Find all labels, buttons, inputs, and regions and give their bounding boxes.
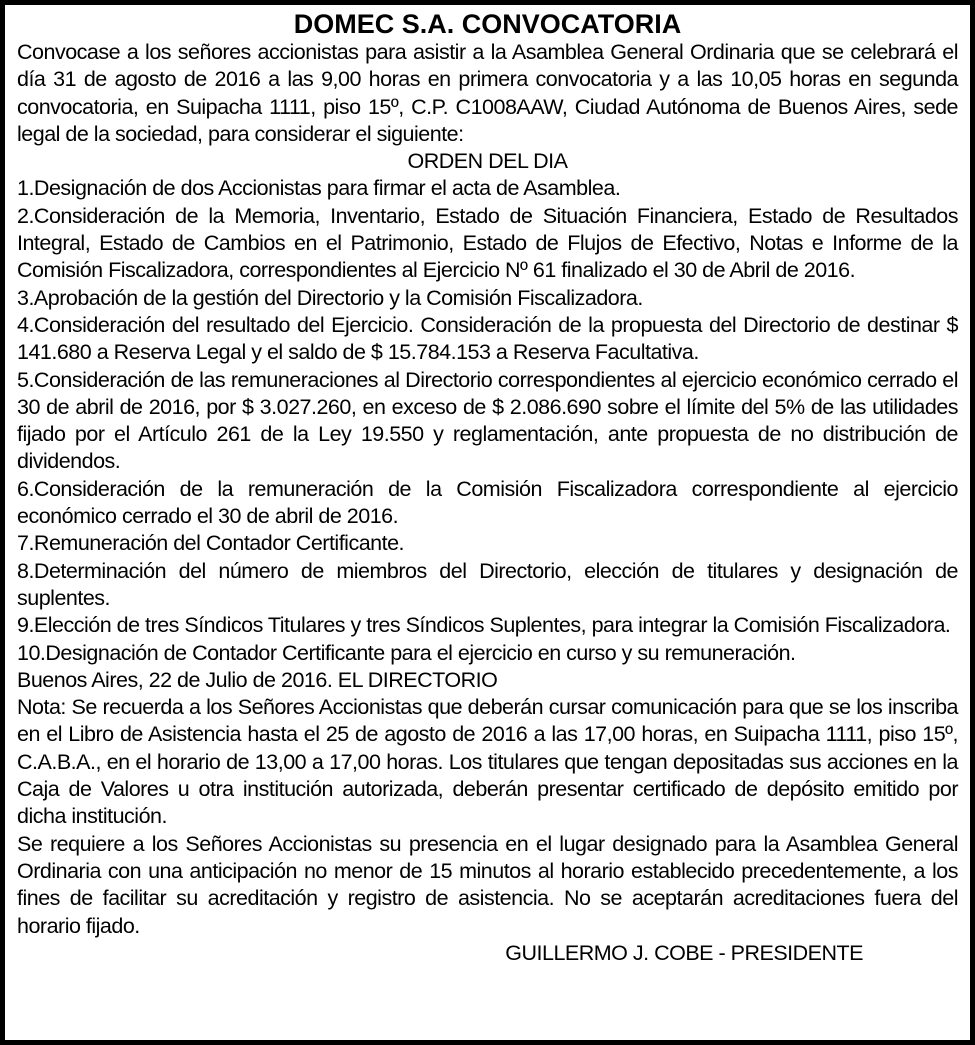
agenda-item: 10.Designación de Contador Certificante para el ejercicio en curso y su remuneración. bbox=[17, 640, 796, 665]
requirement-paragraph: Se requiere a los Señores Accionistas su presencia en el lugar designado para la Asamblea General Ordinaria con una anticipación no menor de 15 minutos al horario establecido precedentemente, a los fines de facilitar su acreditación y registro de asistencia. No se aceptarán acreditaciones fuera del horario fijado. bbox=[17, 831, 958, 938]
agenda-list bbox=[17, 175, 958, 666]
agenda-item: 2.Consideración de la Memoria, Inventario, Estado de Situación Financiera, Estado de Resultados Integral, Estado de Cambios en el Patrimonio, Estado de Flujos de Efectivo, Notas e Informe de la Comisión Fiscalizadora, correspondientes al Ejercicio Nº 61 finalizado el 30 de Abril de 2016. bbox=[17, 203, 958, 283]
agenda-item: 5.Consideración de las remuneraciones al Directorio correspondientes al ejercicio económico cerrado el 30 de abril de 2016, por $ 3.027.260, en exceso de $ 2.086.690 sobre el límite del 5% de las utilidades fijado por el Artículo 261 de la Ley 19.550 y reglamentación, ante propuesta de no distribución de dividendos. bbox=[17, 367, 958, 474]
agenda-item: 9.Elección de tres Síndicos Titulares y tres Síndicos Suplentes, para integrar la Comisión Fiscalizadora. bbox=[17, 613, 951, 638]
agenda-item: 3.Aprobación de la gestión del Directorio y la Comisión Fiscalizadora. bbox=[17, 285, 643, 310]
agenda-item: 1.Designación de dos Accionistas para firmar el acta de Asamblea. bbox=[17, 176, 621, 201]
agenda-item: 7.Remuneración del Contador Certificante. bbox=[17, 531, 405, 556]
note-paragraph: Nota: Se recuerda a los Señores Accionistas que deberán cursar comunicación para que se los inscriba en el Libro de Asistencia hasta el 25 de agosto de 2016 a las 17,00 horas, en Suipacha 1111, piso 15º, C.A.B.A., en el horario de 13,00 a 17,00 horas. Los titulares que tengan depositadas sus acciones en la Caja de Valores u otra institución autorizada, deberán presentar certificado de depósito emitido por dicha institución. bbox=[17, 695, 958, 829]
agenda-item: 6.Consideración de la remuneración de la Comisión Fiscalizadora correspondiente al ejercicio económico cerrado el 30 de abril de 2016. bbox=[17, 476, 958, 529]
date-line: Buenos Aires, 22 de Julio de 2016. EL DIRECTORIO bbox=[17, 667, 498, 692]
intro-paragraph: Convocase a los señores accionistas para asistir a la Asamblea General Ordinaria que se celebrará el día 31 de agosto de 2016 a las 9,00 horas en primera convocatoria y a las 10,05 horas en segunda convocatoria, en Suipacha 1111, piso 15º, C.P. C1008AAW, Ciudad Autónoma de Buenos Aires, sede legal de la sociedad, para considerar el siguiente: bbox=[17, 40, 958, 146]
agenda-item: 8.Determinación del número de miembros del Directorio, elección de titulares y designación de suplentes. bbox=[17, 558, 958, 610]
agenda-item: 4.Consideración del resultado del Ejercicio. Consideración de la propuesta del Directorio de destinar $ 141.680 a Reserva Legal y el saldo de $ 15.784.153 a Reserva Facultativa. bbox=[17, 312, 958, 365]
notice-title: DOMEC S.A. CONVOCATORIA bbox=[293, 9, 682, 39]
agenda-heading: ORDEN DEL DIA bbox=[407, 149, 568, 174]
signature-line: GUILLERMO J. COBE - PRESIDENTE bbox=[505, 940, 863, 965]
